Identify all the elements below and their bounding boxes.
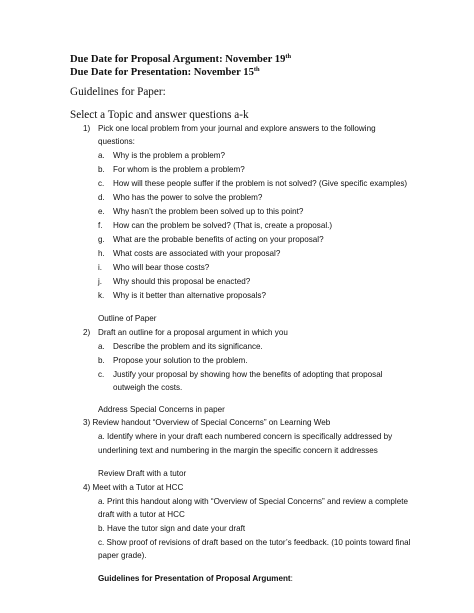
presentation-guidelines-heading: Guidelines for Presentation of Proposal Argument: bbox=[98, 574, 293, 583]
review-draft-heading: Review Draft with a tutor bbox=[98, 469, 187, 478]
outline-heading: Outline of Paper bbox=[98, 314, 157, 323]
due-date-presentation: Due Date for Presentation: November 15th bbox=[70, 66, 260, 78]
step-number: 1) bbox=[83, 124, 91, 133]
step-3a-text-cont: underlining text and numbering in the margin the specific concern it addresses bbox=[98, 446, 378, 455]
step-4a-text-cont: draft with a tutor at HCC bbox=[98, 510, 185, 519]
address-concerns-heading: Address Special Concerns in paper bbox=[98, 405, 225, 414]
step-1-text-cont: questions: bbox=[98, 137, 135, 146]
guidelines-title: Guidelines for Paper: bbox=[70, 86, 166, 98]
step-4-text: 4) Meet with a Tutor at HCC bbox=[83, 483, 184, 492]
select-topic-heading: Select a Topic and answer questions a-k bbox=[70, 109, 249, 121]
step-4c-text-cont: paper grade). bbox=[98, 551, 147, 560]
step-2-text: Draft an outline for a proposal argument in which you bbox=[98, 328, 288, 337]
step-3a-text: a. Identify where in your draft each numbered concern is specifically addressed by bbox=[98, 432, 393, 441]
step-3-text: 3) Review handout “Overview of Special Concerns” on Learning Web bbox=[83, 418, 331, 427]
step-number: 2) bbox=[83, 328, 91, 337]
step-1-text: Pick one local problem from your journal and explore answers to the following bbox=[98, 124, 376, 133]
document-page: Due Date for Proposal Argument: November 19th Due Date for Presentation: November 15th Guidelines for Paper: Select a Topic and answer questions a-k 1) Pick one local problem from your journal and explore answers to the following questions: a. Why is the problem a problem? b. For whom is the problem a problem? c. How will these people suffer if the problem is not solved? (Give specific examples) d. Who has the power to solve the problem? e. Why hasn’t the problem been solved up to this point? f. How can the problem be solved? (That is, create a proposal.) g. What are the probable benefits of acting on your proposal? h. What costs are associated with your proposal? i. Who will bear those costs? j. Why should this proposal be enacted? k. Why is it better than alternative proposals? Outline of Paper 2) Draft an outline for a proposal argument in which you a. Describe the problem and its significance. b. Propose your solution to the problem. c. Justify your proposal by showing how the benefits of adopting that proposal outweigh the costs. Address Special Concerns in paper 3) Review handout “Overview of Special Concerns” on Learning Web a. Identify where in your draft each numbered concern is specifically addressed by underlining text and numbering in the margin the specific concern it addresses Review Draft with a tutor 4) Meet with a Tutor at HCC a. Print this handout along with “Overview of Special Concerns” and review a complete draft with a tutor at HCC b. Have the tutor sign and date your draft c. Show proof of revisions of draft based on the tutor’s feedback. (10 points toward final paper grade). Guidelines for Presentation of Proposal Argument: bbox=[0, 0, 474, 613]
due-date-proposal: Due Date for Proposal Argument: November 19th bbox=[70, 53, 292, 65]
step-4a-text: a. Print this handout along with “Overview of Special Concerns” and review a complete bbox=[98, 497, 408, 506]
step-4b-text: b. Have the tutor sign and date your draft bbox=[98, 524, 246, 533]
step-4c-text: c. Show proof of revisions of draft based on the tutor’s feedback. (10 points toward final bbox=[98, 538, 411, 547]
